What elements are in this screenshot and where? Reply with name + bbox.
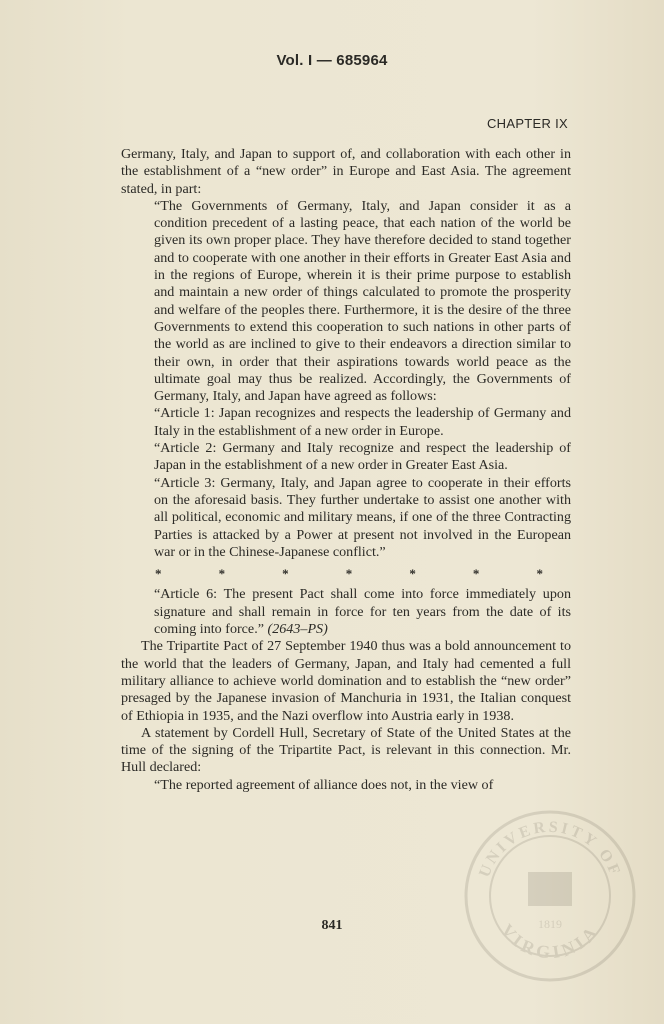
star-mark: * (345, 566, 353, 582)
paragraph-intro: Germany, Italy, and Japan to support of, and collaboration with each other in the establishment of a “new order” in Europe and East Asia. The agreement stated, in part: (121, 146, 571, 197)
star-mark: * (218, 566, 226, 582)
quote-preamble: “The Governments of Germany, Italy, and Japan consider it as a condition precedent of a lasting peace, that each nation of the world be given its own proper place. They have therefore decided to stand together and to cooperate with one another in their efforts in Greater East Asia and in the regions of Europe, wherein it is their prime purpose to establish and maintain a new order of things calculated to promote the prosperity and welfare of the peoples there. Furthermore, it is the desire of the three Governments to extend this cooperation to such nations in other parts of the world as are inclined to give to their endeavors a direction similar to their own, in order that their aspirations towards world peace as the ultimate goal may thus be realized. Accordingly, the Governments of Germany, Italy, and Japan have agreed as follows: (154, 197, 571, 405)
quote-article-2: “Article 2: Germany and Italy recognize and respect the leadership of Japan in the establishment of a new order in Greater East Asia. (154, 440, 571, 474)
quote-article-1: “Article 1: Japan recognizes and respects the leadership of Germany and Italy in the establishment of a new order in Europe. (154, 405, 571, 439)
star-mark: * (282, 566, 289, 582)
star-mark: * (472, 566, 480, 582)
paragraph-hull-statement: A statement by Cordell Hull, Secretary of State of the United States at the time of the signing of the Tripartite Pact, is relevant in this connection. Mr. Hull declared: (121, 724, 571, 776)
paragraph-tripartite: The Tripartite Pact of 27 September 1940 thus was a bold announcement to the world that the leaders of Germany, Japan, and Italy had cemented a full military alliance to achieve world domination and to establish the “new order” presaged by the Japanese invasion of Manchuria in 1931, the Italian conquest of Ethiopia in 1935, and the Nazi overflow into Austria early in 1938. (121, 638, 571, 724)
pact-quotation (154, 198, 571, 561)
seal-year: 1819 (538, 917, 562, 931)
body-text (121, 146, 571, 794)
article-6-quotation (154, 586, 571, 638)
page-number: 841 (321, 918, 343, 933)
ellipsis-stars (121, 561, 571, 586)
volume-header: Vol. I — 685964 (276, 52, 388, 69)
star-mark: * (155, 566, 162, 582)
quote-article-3: “Article 3: Germany, Italy, and Japan agree to cooperate in their efforts on the aforesaid basis. They further undertake to assist one another with all political, economic and military means, if one of the three Contracting Parties is attacked by a Power at present not involved in the European war or in the Chinese-Japanese conflict.” (154, 474, 571, 560)
seal-text-top: UNIVERSITY OF (476, 818, 624, 880)
hull-quotation (154, 777, 571, 794)
library-seal-watermark (462, 808, 638, 984)
quote-hull: “The reported agreement of alliance does not, in the view of (154, 776, 494, 793)
star-mark: * (536, 566, 543, 582)
svg-text:UNIVERSITY OF (476, 819, 624, 880)
quote-article-6-text: “Article 6: The present Pact shall come into force immediately upon signature and shall remain in force for ten years from the date of its coming into force.” (154, 586, 571, 638)
star-mark: * (409, 566, 416, 582)
chapter-heading: CHAPTER IX (486, 116, 568, 131)
quote-article-6 (154, 586, 571, 638)
document-citation: (2643–PS) (267, 621, 328, 638)
seal-building-icon (528, 872, 572, 906)
seal-text-bottom: VIRGINIA (496, 920, 604, 963)
